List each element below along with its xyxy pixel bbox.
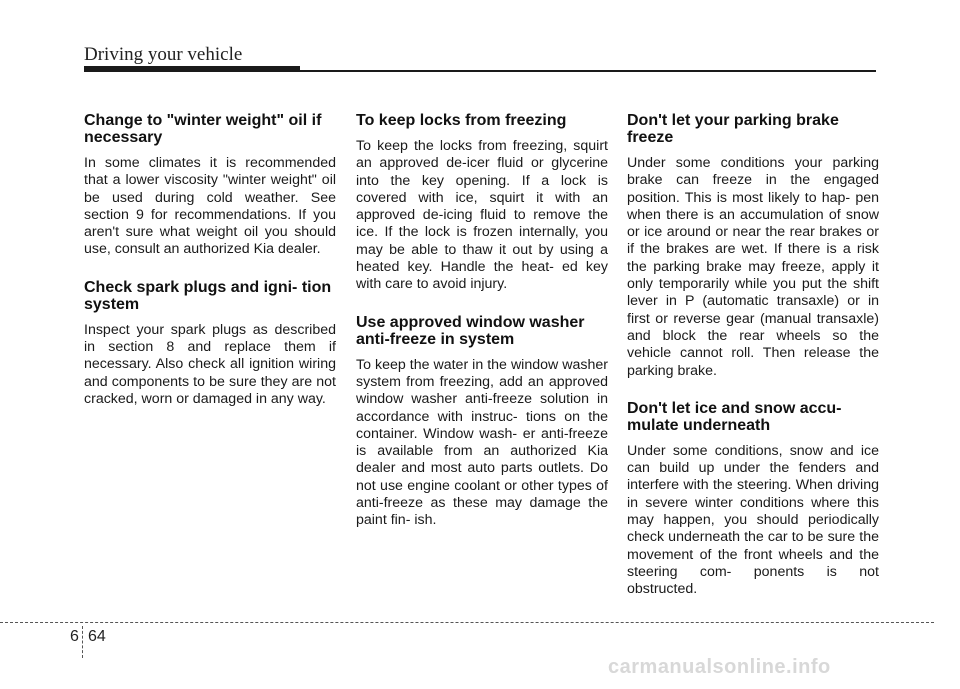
section-body-ice-snow: Under some conditions, snow and ice can build up under the fenders and interfere with the steering. When driving in severe winter conditions where this may happen, you should periodically check underneath the car to be sure the movement of the front wheels and the steering com- ponents is not obstructed. <box>627 442 879 598</box>
section-heading-locks-freezing: To keep locks from freezing <box>356 112 567 129</box>
section-body-washer-antifreeze: To keep the water in the window washer system from freezing, add an approved window washer anti-freeze solution in accordance with instruc- tions on the container. Window wash- er anti-freeze is available from an authorized Kia dealer and most auto parts outlets. Do not use engine coolant or other types of anti-freeze as these may damage the paint fin- ish. <box>356 356 608 529</box>
section-body-parking-brake: Under some conditions your parking brake can freeze in the engaged position. This is most likely to hap- pen when there is an accumulation of snow or ice around or near the rear brakes or if the brakes are wet. If there is a risk the parking brake may freeze, apply it only temporarily while you put the shift lever in P (automatic transaxle) or in first or reverse gear (manual transaxle) and block the rear wheels so the vehicle cannot roll. Then release the parking brake. <box>627 155 879 379</box>
chapter-number: 6 <box>70 628 79 645</box>
watermark: carmanualsonline.info <box>608 656 831 678</box>
page-number: 64 <box>88 628 106 645</box>
section-heading-washer-antifreeze: Use approved window washer anti-freeze in system <box>356 313 585 348</box>
section-body-winter-oil: In some climates it is recommended that a lower viscosity "winter weight" oil be used during cold weather. See section 9 for recommendations. If you aren't sure what weight oil you should use, consult an authorized Kia dealer. <box>84 155 336 258</box>
footer-dotted-rule <box>0 622 934 623</box>
header-rule-thin <box>300 70 876 72</box>
section-body-spark-plugs: Inspect your spark plugs as described in section 8 and replace them if necessary. Also check all ignition wiring and components to be sure they are not cracked, worn or damaged in any way. <box>84 321 336 407</box>
section-body-locks-freezing: To keep the locks from freezing, squirt an approved de-icer fluid or glycerine into the key opening. If a lock is covered with ice, squirt it with an approved de-icing fluid to remove the ice. If the lock is frozen internally, you may be able to thaw it out by using a heated key. Handle the heat- ed key with care to avoid injury. <box>356 138 608 293</box>
running-head-title: Driving your vehicle <box>84 44 243 65</box>
column-3 <box>627 112 879 619</box>
column-2 <box>356 112 608 550</box>
section-heading-spark-plugs: Check spark plugs and igni- tion system <box>84 278 332 313</box>
page-number-divider <box>82 626 83 658</box>
section-heading-parking-brake: Don't let your parking brake freeze <box>627 112 839 146</box>
section-heading-ice-snow: Don't let ice and snow accu- mulate underneath <box>627 399 842 434</box>
section-heading-winter-oil: Change to "winter weight" oil if necessary <box>84 112 322 146</box>
column-1 <box>84 112 336 428</box>
header-rule-thick <box>84 66 300 72</box>
